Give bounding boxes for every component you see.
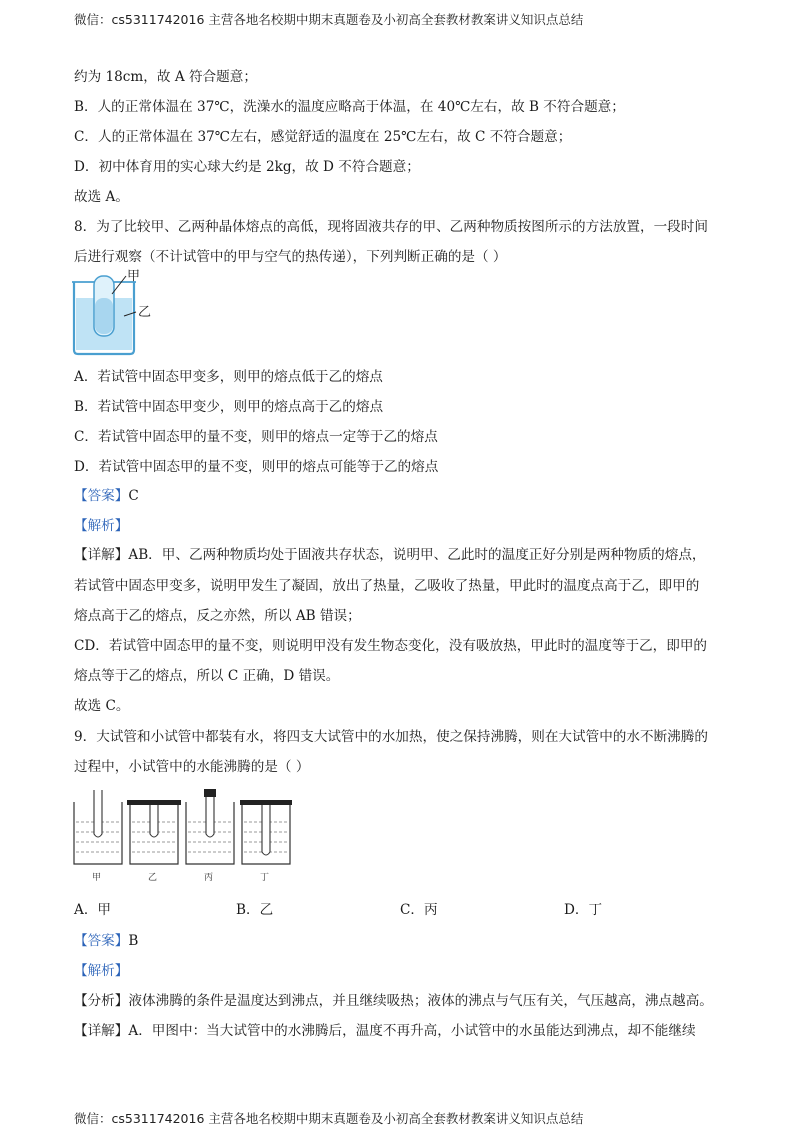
fenxi-text: 液体沸腾的条件是温度达到沸点，并且继续吸热；液体的沸点与气压有关，气压越高，沸点越高。 [128,993,713,1009]
page-header: 微信：cs5311742016 主营各地名校期中期末真题卷及小初高全套教材教案讲义知识点总结 [74,12,584,27]
q8-option-d: D．若试管中固态甲的量不变，则甲的熔点可能等于乙的熔点 [74,459,439,475]
answer-tag: 【答案】 [74,488,129,504]
q8-analysis-tag [74,514,128,534]
q7-text-line: C．人的正常体温在 37℃左右，感觉舒适的温度在 25℃左右，故 C 不符合题意； [74,129,572,145]
q7-text-line: 约为 18cm，故 A 符合题意； [74,69,257,85]
page-footer: 微信：cs5311742016 主营各地名校期中期末真题卷及小初高全套教材教案讲义知识点总结 [74,1111,584,1126]
fenxi-tag: 【分析】 [74,993,129,1009]
q8-detail-line: 若试管中固态甲变多，说明甲发生了凝固，放出了热量，乙吸收了热量，甲此时的温度点高于乙，即甲的 [74,578,700,594]
q9-option-b: B．乙 [236,902,274,918]
q8-stem: 8．为了比较甲、乙两种晶体熔点的高低，现将固液共存的甲、乙两种物质按图所示的方法放置，一段时间 [74,219,708,235]
q9-answer [74,929,138,949]
q8-answer [74,484,139,504]
q8-detail-line: 熔点等于乙的熔点，所以 C 正确，D 错误。 [74,668,340,684]
q7-text-line: B．人的正常体温在 37℃，洗澡水的温度应略高于体温，在 40℃左右，故 B 不符合题意； [74,99,625,115]
q9-figure-label-bing: 丙 [204,873,214,882]
q9-stem: 过程中，小试管中的水能沸腾的是（ ） [74,759,310,775]
answer-tag: 【答案】 [74,933,129,949]
q8-option-b: B．若试管中固态甲变少，则甲的熔点高于乙的熔点 [74,399,384,415]
q7-conclusion: 故选 A。 [74,189,129,205]
detail-tag: 【详解】 [74,1023,129,1039]
q8-conclusion: 故选 C。 [74,698,130,714]
detail-tag: 【详解】 [74,547,129,563]
q9-option-c: C．丙 [400,902,438,918]
answer-value: C [128,488,139,504]
q8-detail-line: CD．若试管中固态甲的量不变，则说明甲没有发生物态变化，没有吸放热，甲此时的温度等于乙，即甲的 [74,638,708,654]
q8-option-c: C．若试管中固态甲的量不变，则甲的熔点一定等于乙的熔点 [74,429,438,445]
q9-fenxi [74,989,713,1009]
q9-option-d: D．丁 [564,902,603,918]
q9-option-a: A．甲 [74,902,112,918]
analysis-tag: 【解析】 [74,518,129,534]
q9-figure-label-jia: 甲 [92,873,102,882]
q9-figure-label-yi: 乙 [148,873,158,882]
q8-figure-label-yi: 乙 [138,305,152,320]
detail-text: AB．甲、乙两种物质均处于固液共存状态，说明甲、乙此时的温度正好分别是两种物质的熔点， [128,547,706,563]
q9-detail [74,1019,696,1039]
q8-detail-line: 熔点高于乙的熔点，反之亦然，所以 AB 错误； [74,608,361,624]
q9-analysis-tag [74,959,128,979]
q7-text-line: D．初中体育用的实心球大约是 2kg，故 D 不符合题意； [74,159,420,175]
q9-stem: 9．大试管和小试管中都装有水，将四支大试管中的水加热，使之保持沸腾，则在大试管中的水不断沸腾的 [74,729,708,745]
answer-value: B [128,933,139,949]
q9-test-tube-figure [70,786,306,882]
detail-text: A．甲图中：当大试管中的水沸腾后，温度不再升高，小试管中的水虽能达到沸点，却不能继续 [128,1023,696,1039]
q8-beaker-figure [70,268,170,356]
q8-option-a: A．若试管中固态甲变多，则甲的熔点低于乙的熔点 [74,369,383,385]
q8-stem: 后进行观察（不计试管中的甲与空气的热传递），下列判断正确的是（ ） [74,249,507,265]
q9-figure-label-ding: 丁 [260,873,270,882]
q8-detail [74,543,706,563]
analysis-tag: 【解析】 [74,963,129,979]
q8-figure-label-jia: 甲 [127,269,141,284]
